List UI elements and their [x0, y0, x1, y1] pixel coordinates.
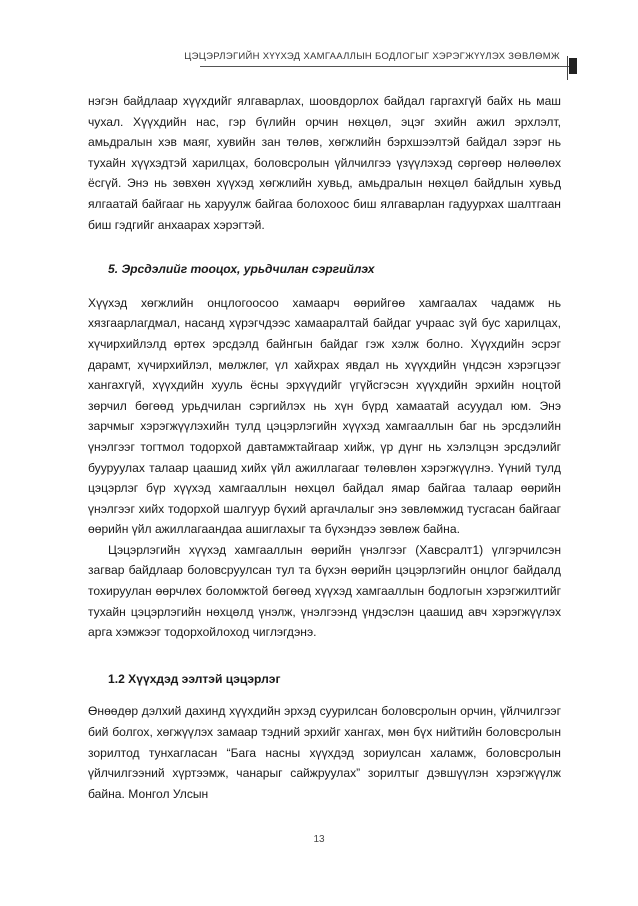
header-vertical-line	[567, 56, 568, 80]
header-edge-mark	[569, 58, 577, 74]
running-header: ЦЭЦЭРЛЭГИЙН ХҮҮХЭД ХАМГААЛЛЫН БОДЛОГЫГ ХЭРЭГЖҮҮЛЭХ ЗӨВЛӨМЖ	[184, 51, 560, 62]
header-rule	[200, 66, 570, 67]
page-number: 13	[313, 834, 325, 845]
paragraph: Өнөөдөр дэлхий дахинд хүүхдийн эрхэд суурилсан боловсролын орчин, үйлчилгээг бий болгох, хөгжүүлэх замаар тэдний эрхийг хангах, мөн бүх нийтийн боловсролын зорилтод тунхагласан “Бага насны хүүхдэд зориулсан халамж, боловсролын үйлчилгээний хүртээмж, чанарыг сайжруулах” зорилтыг дэвшүүлэн хэрэгжүүлж байна. Монгол Улсын	[88, 704, 561, 801]
page-content	[88, 91, 561, 804]
section-heading: 5. Эрсдэлийг тооцох, урьдчилан сэргийлэх	[108, 262, 375, 277]
paragraph: Цэцэрлэгийн хүүхэд хамгааллын өөрийн үнэлгээг (Хавсралт1) үлгэрчилсэн загвар байдлаар боловсруулсан тул та бүхэн өөрийн цэцэрлэгийн онцлог байдалд тохируулан өөрчлөх боломжтой бөгөөд хүүхэд хамгааллын бодлогын хэрэгжилтийг тухайн цэцэрлэгийн нөхцөлд үнэлж, үнэлгээнд үндэслэн цаашид авч хэрэгжүүлэх арга хэмжээг тодорхойлоход чиглэгдэнэ.	[88, 542, 561, 640]
paragraph: Хүүхэд хөгжлийн онцлогоосоо хамаарч өөрийгөө хамгаалах чадамж нь хязгаарлагдмал, насанд хүрэгчдээс хамааралтай байдаг учраас зүй бус харилцах, хүчирхийлэлд өртөх эрсдэлд байнгын байдаг гэж хэлж болно. Хүүхдийн эсрэг дарамт, хүчирхийлэл, мөлжлөг, үл хайхрах явдал нь хүүхдийн үндсэн хэрэгцээг хангахгүй, хүүхдийн хууль ёсны эрхүүдийг үгүйсгэсэн хүүхдийн эрхийн ноцтой зөрчил бөгөөд урьдчилан сэргийлэх нь хүн бүрд хамаатай асуудал юм. Энэ зарчмыг хэрэгжүүлэхийн тулд цэцэрлэгийн хүүхэд хамгааллын баг нь эрсдэлийн үнэлгээг тогтмол тодорхой давтамжтайгаар хийж, үр дүнг нь хэлэлцэн эрсдэлийг бууруулах талаар цаашид хийх үйл ажиллагааг төлөвлөн хэрэгжүүлнэ. Үүний тулд цэцэрлэг бүр хүүхэд хамгааллын нөхцөл байдал ямар байгаа талаар өөрийн үнэлгээг хийх тодорхой шалгуур бүхий аргачлалыг энэ зөвлөмжид тусгасан байгааг өөрийн үйл ажиллагаандаа ашиглахыг та бүхэндээ зөвлөж байна.	[88, 295, 561, 537]
paragraph: нэгэн байдлаар хүүхдийг ялгаварлах, шоовдорлох байдал гаргахгүй байх нь маш чухал. Хүүхдийн нас, гэр бүлийн орчин нөхцөл, эцэг эхийн ажил эрхлэлт, амьдралын хэв маяг, хувийн зан төлөв, хөгжлийн бэрхшээлтэй байдал зэрэг нь тухайн хүүхэдтэй харилцах, боловсролын үйлчилгээ үзүүлэхэд сөргөөр нөлөөлөх ёсгүй. Энэ нь зөвхөн хүүхэд хөгжлийн хувьд, амьдралын нөхцөл байдлын хувьд ялгаатай байгааг нь харуулж байгаа болохоос биш ялгаварлан гадуурхах шалтгаан биш гэдгийг анхаарах хэрэгтэй.	[88, 94, 561, 232]
section-heading: 1.2 Хүүхдэд ээлтэй цэцэрлэг	[108, 671, 281, 686]
